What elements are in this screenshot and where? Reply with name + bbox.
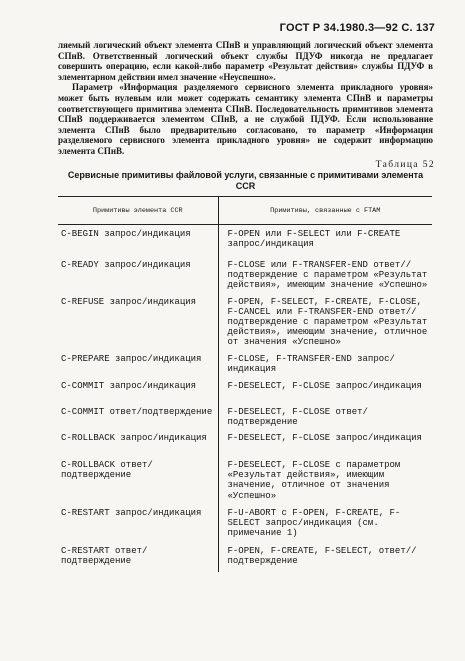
table-number: Таблица 52	[375, 160, 435, 170]
table-title: Сервисные примитивы файловой услуги, связанные с примитивами элемента CCR	[67, 170, 424, 191]
column-header: Примитивы, связанные с FTAM	[218, 197, 432, 225]
table-row	[58, 456, 432, 504]
table-row	[58, 403, 432, 429]
ccr-primitive-cell: C-READY запрос/индикация	[58, 256, 218, 293]
ccr-primitive-cell: C-RESTART ответ/подтверждение	[58, 542, 218, 572]
table-row	[58, 377, 432, 403]
paragraph: ляемый логический объект элемента СПнВ и управляющий логический объект элемента СПнВ. Ответственный логический объект службы ПДУФ никогда не предлагает совершить операцию, если какой-либо параметр «Результат действия» службы ПДУФ в элементарном действии имел значение «Неуспешно».	[58, 40, 433, 82]
table-row	[58, 225, 432, 256]
ccr-primitive-cell: C-ROLLBACK ответ/подтверждение	[58, 456, 218, 504]
ftam-primitive-cell: F-DESELECT, F-CLOSE с параметром «Результат действия», имеющим значение, отличное от значения «Успешно»	[227, 459, 401, 501]
paragraph: Параметр «Информация разделяемого сервисного элемента прикладного уровня» может быть нулевым или может содержать семантику элемента СПнВ и параметры соответствующего примитива элемента СПнВ. Последовательность примитивов элемента СПнВ поддерживается элементом СПнВ, а не службой ПДУФ. Если использование элемента СПнВ было предварительно согласовано, то параметр «Информация разделяемого сервисного элемента прикладного уровня» не содержит информацию элемента СПнВ.	[58, 82, 433, 156]
table-row	[58, 542, 432, 572]
ftam-primitive-cell: F-CLOSE, F-TRANSFER-END запрос/индикация	[227, 353, 395, 374]
primitives-table	[58, 196, 432, 572]
table-row	[58, 350, 432, 377]
ccr-primitive-cell: C-BEGIN запрос/индикация	[58, 225, 218, 256]
ftam-primitive-cell: F-OPEN, F-SELECT, F-CREATE, F-CLOSE, F-CANCEL или F-TRANSFER-END ответ//подтверждение с параметром «Результат действия», имеющим значение, отличное от значения «Успешно»	[227, 296, 428, 348]
ccr-primitive-cell: C-REFUSE запрос/индикация	[58, 293, 218, 350]
ccr-primitive-cell: C-PREPARE запрос/индикация	[58, 350, 218, 377]
table-header-row	[58, 197, 432, 225]
ccr-primitive-cell: C-COMMIT ответ/подтверждение	[58, 403, 218, 429]
table-row	[58, 429, 432, 456]
table-row	[58, 256, 432, 293]
ccr-primitive-cell: C-RESTART запрос/индикация	[58, 504, 218, 542]
ftam-primitive-cell: F-DESELECT, F-CLOSE запрос/индикация	[227, 432, 422, 443]
body-text	[58, 40, 433, 157]
ccr-primitive-cell: C-COMMIT запрос/индикация	[58, 377, 218, 403]
table-row	[58, 293, 432, 350]
ftam-primitive-cell: F-OPEN, F-CREATE, F-SELECT, ответ//подтверждение	[227, 545, 417, 567]
ftam-primitive-cell: F-DESELECT, F-CLOSE ответ/подтверждение	[227, 406, 368, 427]
column-header: Примитивы элемента CCR	[58, 197, 218, 225]
ftam-primitive-cell: F-DESELECT, F-CLOSE запрос/индикация	[227, 380, 422, 391]
ccr-primitive-cell: C-ROLLBACK запрос/индикация	[58, 429, 218, 456]
ftam-primitive-cell: F-U-ABORT с F-OPEN, F-CREATE, F-SELECT запрос/индикация (см. примечание 1)	[227, 507, 401, 539]
page-header: ГОСТ Р 34.1980.3—92 С. 137	[279, 22, 435, 34]
ftam-primitive-cell: F-CLOSE или F-TRANSFER-END ответ//подтверждение с параметром «Результат действия», имеющим значение «Успешно»	[227, 259, 428, 290]
table-row	[58, 504, 432, 542]
ftam-primitive-cell: F-OPEN или F-SELECT или F-CREATE запрос/индикация	[227, 229, 401, 250]
